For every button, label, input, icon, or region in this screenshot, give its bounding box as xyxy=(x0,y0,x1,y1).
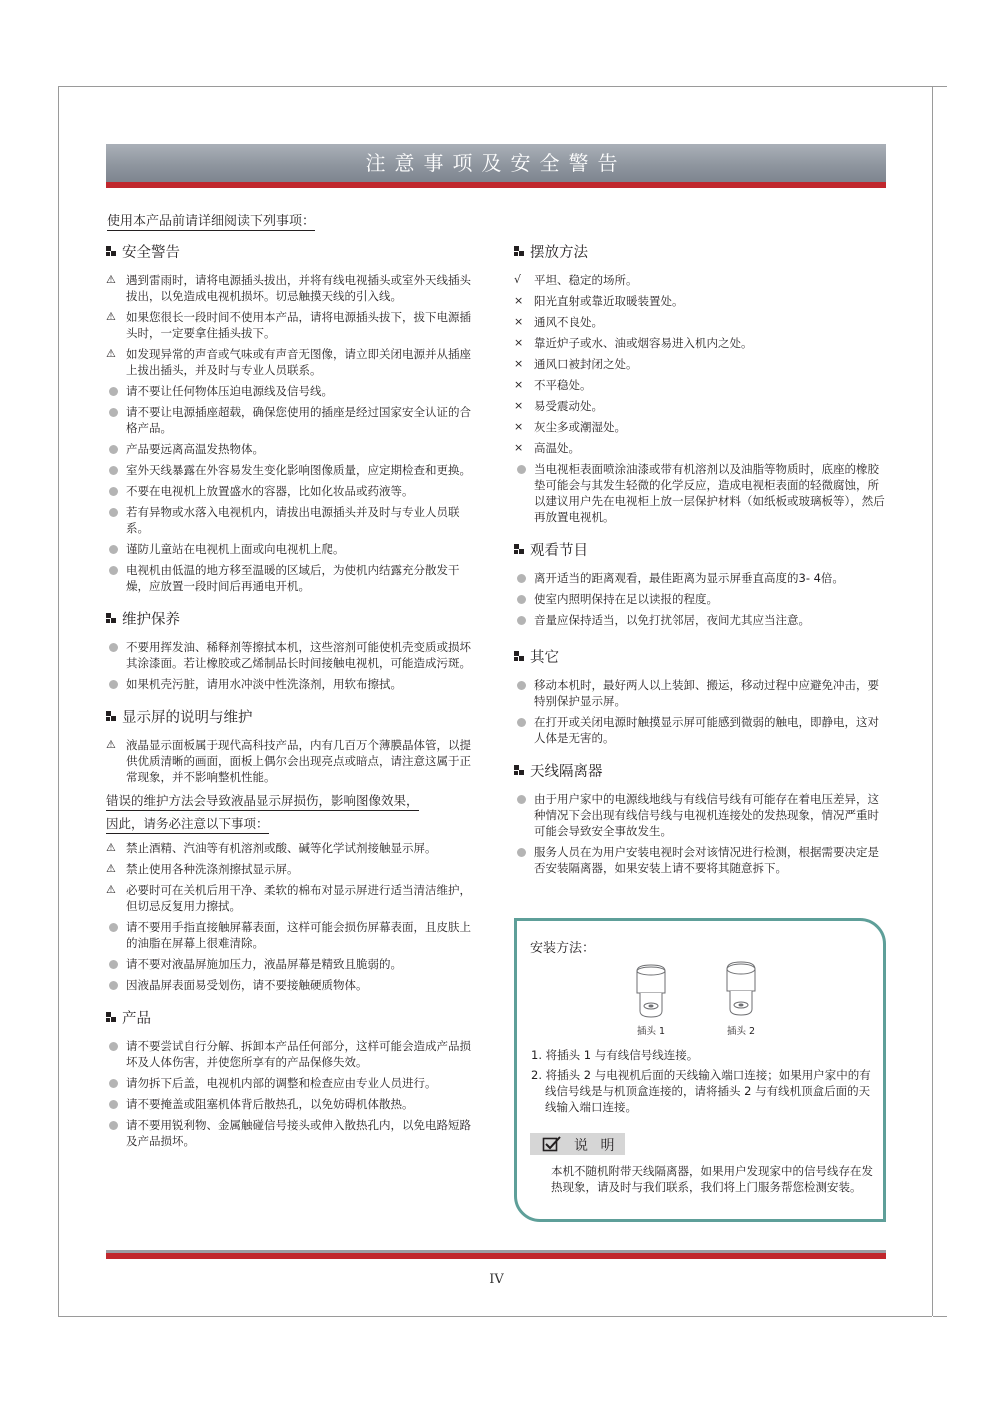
install-title: 安装方法： xyxy=(530,941,596,956)
cross-icon: × xyxy=(514,294,524,307)
dot-bullet-icon xyxy=(106,562,126,594)
list-item xyxy=(106,977,480,993)
section-maintenance xyxy=(106,608,480,692)
note-text: 本机不随机附带天线隔离器，如果用户发现家中的信号线存在发热现象，请及时与我们联系，我们将上门服务帮您检测安装。 xyxy=(551,1164,873,1194)
list-item xyxy=(514,377,886,393)
list-item-text: 不要在电视机上放置盛水的容器，比如化妆品或药液等。 xyxy=(126,484,414,498)
dot-bullet-icon xyxy=(106,541,126,557)
section-marker-icon xyxy=(106,711,117,722)
footer-rule-red xyxy=(106,1253,886,1259)
plug-2-label: 插头 2 xyxy=(726,1026,756,1037)
plug-1-icon xyxy=(637,965,665,1017)
list-item-text: 电视机由低温的地方移至温暖的区域后，为使机内结露充分散发干燥，应放置一段时间后再通电开机。 xyxy=(126,563,460,593)
dot-bullet-icon xyxy=(106,483,126,499)
warning-icon: ⚠ xyxy=(106,738,116,751)
dot-bullet-icon xyxy=(514,461,534,525)
section-marker-icon xyxy=(514,246,525,257)
list-item-text: 请不要对液晶屏施加压力，液晶屏幕是精致且脆弱的。 xyxy=(126,957,402,971)
list-item-text: 易受震动处。 xyxy=(534,399,603,413)
list-item-text: 产品要远离高温发热物体。 xyxy=(126,442,264,456)
list-item-text: 高温处。 xyxy=(534,441,580,455)
section-heading: 产品 xyxy=(106,1007,480,1028)
safety-list xyxy=(106,272,480,594)
list-item xyxy=(514,335,886,351)
dot-bullet-icon xyxy=(106,404,126,436)
dot-bullet-icon xyxy=(106,956,126,972)
dot-bullet-icon xyxy=(514,844,534,876)
warning-icon: ⚠ xyxy=(106,347,116,360)
page-frame-right xyxy=(932,86,933,1316)
list-item-text: 不要用挥发油、稀释剂等擦拭本机，这些溶剂可能使机壳变质或损坏其涂漆面。若让橡胶或乙烯制品长时间接触电视机，可能造成污斑。 xyxy=(126,640,471,670)
list-item xyxy=(514,419,886,435)
list-item xyxy=(106,309,480,341)
list-item-text: 请不要掩盖或阻塞机体背后散热孔，以免妨碍机体散热。 xyxy=(126,1097,414,1111)
list-item xyxy=(106,404,480,436)
list-item xyxy=(106,919,480,951)
section-marker-icon xyxy=(106,246,117,257)
list-item-text: 请不要让电源插座超载，确保您使用的插座是经过国家安全认证的合格产品。 xyxy=(126,405,471,435)
install-step-2: 2. 将插头 2 与电视机后面的天线输入端口连接；如果用户家中的有线信号线是与机顶盒连接的，请将插头 2 与有线机顶盒后面的天线输入端口连接。 xyxy=(531,1068,871,1114)
display-list xyxy=(106,737,480,785)
dot-bullet-icon xyxy=(106,504,126,536)
placement-list xyxy=(514,272,886,525)
list-item-text: 不平稳处。 xyxy=(534,378,592,392)
display-notice: 错误的维护方法会导致液晶显示屏损伤，影响图像效果， 因此，请务必注意以下事项： xyxy=(106,790,480,836)
dot-bullet-icon xyxy=(514,714,534,746)
warning-icon: ⚠ xyxy=(106,883,116,896)
dot-bullet-icon xyxy=(514,591,534,607)
cross-icon: × xyxy=(514,441,524,454)
section-display xyxy=(106,706,480,993)
plug-drawing xyxy=(627,959,787,1023)
dot-bullet-icon xyxy=(106,383,126,399)
list-item xyxy=(514,591,886,607)
page-frame-bottom xyxy=(58,1316,932,1317)
dot-bullet-icon xyxy=(106,676,126,692)
list-item-text: 音量应保持适当，以免打扰邻居，夜间尤其应当注意。 xyxy=(534,613,810,627)
list-item xyxy=(106,383,480,399)
note-label: 说 明 xyxy=(574,1138,619,1154)
install-step-1: 1. 将插头 1 与有线信号线连接。 xyxy=(531,1048,699,1062)
cross-icon: × xyxy=(514,378,524,391)
list-item-text: 如果机壳污脏，请用水冲淡中性洗涤剂，用软布擦拭。 xyxy=(126,677,402,691)
list-item-text: 请不要尝试自行分解、拆卸本产品任何部分，这样可能会造成产品损坏及人体伤害，并使您所享有的产品保修失效。 xyxy=(126,1039,471,1069)
warning-icon: ⚠ xyxy=(106,862,116,875)
list-item xyxy=(106,483,480,499)
section-heading: 摆放方法 xyxy=(514,241,886,262)
cross-icon: × xyxy=(514,336,524,349)
dot-bullet-icon xyxy=(106,1096,126,1112)
page-frame-top xyxy=(58,86,932,87)
intro-text: 使用本产品前请详细阅读下列事项： xyxy=(107,210,315,231)
list-item xyxy=(514,570,886,586)
list-item xyxy=(106,1096,480,1112)
plug-2-icon xyxy=(727,962,755,1015)
list-item-text: 因液晶屏表面易受划伤，请不要接触硬质物体。 xyxy=(126,978,368,992)
section-viewing xyxy=(514,539,886,628)
list-item xyxy=(514,461,886,525)
list-item-text: 如发现异常的声音或气味或有声音无图像，请立即关闭电源并从插座上拔出插头，并及时与专业人员联系。 xyxy=(126,347,471,377)
title-underline xyxy=(106,182,886,188)
cross-icon: × xyxy=(514,420,524,433)
list-item-text: 通风口被封闭之处。 xyxy=(534,357,638,371)
section-heading: 天线隔离器 xyxy=(514,760,886,781)
list-item xyxy=(106,346,480,378)
other-list xyxy=(514,677,886,746)
list-item xyxy=(106,504,480,536)
list-item-text: 离开适当的距离观看，最佳距离为显示屏垂直高度的3- 4倍。 xyxy=(534,571,844,585)
list-item-text: 液晶显示面板属于现代高科技产品，内有几百万个薄膜晶体管，以提供优质清晰的画面，面板上偶尔会出现亮点或暗点，请注意这属于正常现象，并不影响整机性能。 xyxy=(126,738,471,784)
list-item-text: 如果您很长一段时间不使用本产品，请将电源插头拔下，拔下电源插头时，一定要拿住插头拔下。 xyxy=(126,310,471,340)
install-box xyxy=(514,918,886,1222)
list-item xyxy=(106,1117,480,1149)
dot-bullet-icon xyxy=(106,977,126,993)
list-item xyxy=(106,272,480,304)
list-item-text: 若有异物或水落入电视机内，请拔出电源插头并及时与专业人员联系。 xyxy=(126,505,460,535)
maintenance-list xyxy=(106,639,480,692)
list-item-text: 靠近炉子或水、油或烟容易进入机内之处。 xyxy=(534,336,753,350)
list-item-text: 禁止酒精、汽油等有机溶剂或酸、碱等化学试剂接触显示屏。 xyxy=(126,841,437,855)
list-item-text: 请不要用锐利物、金属触碰信号接头或伸入散热孔内，以免电路短路及产品损坏。 xyxy=(126,1118,471,1148)
list-item xyxy=(514,356,886,372)
page-title: 注意事项及安全警告 xyxy=(106,144,886,182)
isolator-list xyxy=(514,791,886,876)
dot-bullet-icon xyxy=(106,639,126,671)
list-item xyxy=(106,676,480,692)
cross-icon: × xyxy=(514,357,524,370)
list-item-text: 当电视柜表面喷涂油漆或带有机溶剂以及油脂等物质时，底座的橡胶垫可能会与其发生轻微的化学反应，造成电视柜表面的轻微腐蚀，所以建议用户先在电视柜上放一层保护材料（如纸板或玻璃板等），然后再放置电视机。 xyxy=(534,462,885,524)
list-item xyxy=(106,956,480,972)
crop-mark xyxy=(933,86,947,87)
dot-bullet-icon xyxy=(106,462,126,478)
list-item-text: 服务人员在为用户安装电视时会对该情况进行检测，根据需要决定是否安装隔离器，如果安装上请不要将其随意拆下。 xyxy=(534,845,879,875)
list-item xyxy=(106,861,480,877)
list-item-text: 禁止使用各种洗涤剂擦拭显示屏。 xyxy=(126,862,299,876)
section-marker-icon xyxy=(514,544,525,555)
section-marker-icon xyxy=(106,613,117,624)
list-item-text: 由于用户家中的电源线地线与有线信号线有可能存在着电压差异，这种情况下会出现有线信号线与电视机连接处的发热现象，情况严重时可能会导致安全事故发生。 xyxy=(534,792,879,838)
warning-icon: ⚠ xyxy=(106,841,116,854)
list-item-text: 谨防儿童站在电视机上面或向电视机上爬。 xyxy=(126,542,345,556)
list-item-text: 遇到雷雨时，请将电源插头拔出，并将有线电视插头或室外天线插头拔出，以免造成电视机损坏。切忌触摸天线的引入线。 xyxy=(126,273,471,303)
list-item xyxy=(106,541,480,557)
section-marker-icon xyxy=(106,1012,117,1023)
list-item xyxy=(514,398,886,414)
list-item-text: 使室内照明保持在足以读报的程度。 xyxy=(534,592,718,606)
section-heading: 观看节目 xyxy=(514,539,886,560)
dot-bullet-icon xyxy=(514,677,534,709)
dot-bullet-icon xyxy=(514,570,534,586)
list-item-text: 请不要让任何物体压迫电源线及信号线。 xyxy=(126,384,333,398)
section-isolator xyxy=(514,760,886,876)
warning-icon: ⚠ xyxy=(106,310,116,323)
list-item xyxy=(106,441,480,457)
list-item xyxy=(514,314,886,330)
list-item-text: 阳光直射或靠近取暖装置处。 xyxy=(534,294,684,308)
dot-bullet-icon xyxy=(106,441,126,457)
list-item xyxy=(514,677,886,709)
list-item xyxy=(106,462,480,478)
section-heading: 维护保养 xyxy=(106,608,480,629)
list-item-text: 平坦、稳定的场所。 xyxy=(534,273,638,287)
plug-1-label: 插头 1 xyxy=(636,1026,666,1037)
list-item xyxy=(514,714,886,746)
dot-bullet-icon xyxy=(106,1075,126,1091)
section-marker-icon xyxy=(514,651,525,662)
list-item-text: 通风不良处。 xyxy=(534,315,603,329)
section-heading: 显示屏的说明与维护 xyxy=(106,706,480,727)
display-list-after xyxy=(106,840,480,993)
cross-icon: × xyxy=(514,315,524,328)
list-item xyxy=(106,840,480,856)
section-product xyxy=(106,1007,480,1149)
dot-bullet-icon xyxy=(106,1117,126,1149)
viewing-list xyxy=(514,570,886,628)
list-item xyxy=(514,844,886,876)
dot-bullet-icon xyxy=(514,791,534,839)
list-item xyxy=(106,639,480,671)
dot-bullet-icon xyxy=(106,919,126,951)
list-item xyxy=(106,1038,480,1070)
list-item xyxy=(106,562,480,594)
list-item-text: 室外天线暴露在外容易发生变化影响图像质量，应定期检查和更换。 xyxy=(126,463,471,477)
list-item-text: 在打开或关闭电源时触摸显示屏可能感到微弱的触电，即静电，这对人体是无害的。 xyxy=(534,715,879,745)
note-badge xyxy=(530,1133,625,1155)
list-item-text: 灰尘多或潮湿处。 xyxy=(534,420,626,434)
cross-icon: × xyxy=(514,399,524,412)
right-column xyxy=(514,241,886,881)
section-placement xyxy=(514,241,886,525)
section-safety xyxy=(106,241,480,594)
list-item xyxy=(106,737,480,785)
list-item xyxy=(514,791,886,839)
plug-illustration xyxy=(627,959,787,1039)
warning-icon: ⚠ xyxy=(106,273,116,286)
left-column xyxy=(106,241,480,1154)
section-marker-icon xyxy=(514,765,525,776)
list-item-text: 请勿拆下后盖，电视机内部的调整和检查应由专业人员进行。 xyxy=(126,1076,437,1090)
section-heading: 其它 xyxy=(514,646,886,667)
list-item xyxy=(106,882,480,914)
section-heading: 安全警告 xyxy=(106,241,480,262)
list-item xyxy=(106,1075,480,1091)
dot-bullet-icon xyxy=(106,1038,126,1070)
dot-bullet-icon xyxy=(514,612,534,628)
section-other xyxy=(514,646,886,746)
crop-mark xyxy=(933,1316,947,1317)
list-item xyxy=(514,293,886,309)
list-item xyxy=(514,612,886,628)
list-item-text: 移动本机时，最好两人以上装卸、搬运，移动过程中应避免冲击，要特别保护显示屏。 xyxy=(534,678,879,708)
product-list xyxy=(106,1038,480,1149)
note-check-icon xyxy=(542,1135,562,1153)
list-item xyxy=(514,440,886,456)
check-icon: √ xyxy=(514,273,522,286)
list-item-text: 必要时可在关机后用干净、柔软的棉布对显示屏进行适当清洁维护，但切忌反复用力擦拭。 xyxy=(126,883,471,913)
page-frame-left xyxy=(58,86,59,1316)
list-item-text: 请不要用手指直接触屏幕表面，这样可能会损伤屏幕表面，且皮肤上的油脂在屏幕上很难清除。 xyxy=(126,920,471,950)
list-item xyxy=(514,272,886,288)
page-number: IV xyxy=(489,1272,504,1287)
